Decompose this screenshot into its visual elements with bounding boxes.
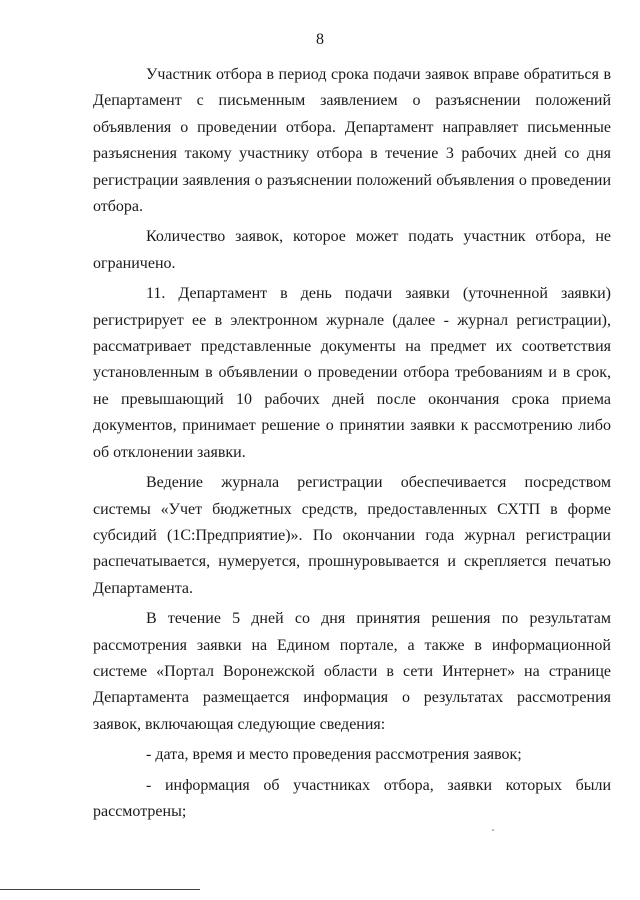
list-item-date-time-place: - дата, время и место проведения рассмотрения заявок; — [146, 746, 522, 764]
bottom-rule — [0, 889, 200, 890]
page-number: 8 — [316, 31, 324, 48]
document-body — [93, 62, 611, 829]
paragraph-registration-journal: Ведение журнала регистрации обеспечивается посредством системы «Учет бюджетных средств, предоставленных СХТП в форме субсидий (1С:Предприятие)». По окончании года журнал регистрации распечатывается, нумеруется, прошнуровывается и скрепляется печатью Департамента. — [93, 474, 611, 597]
paragraph-results-publication: В течение 5 дней со дня принятия решения по результатам рассмотрения заявки на Едином портале, а также в информационной системе «Портал Воронежской области в сети Интернет» на странице Департамента размещается информация о результатах рассмотрения заявок, включающая следующие сведения: — [93, 610, 611, 733]
paragraph-application-count: Количество заявок, которое может подать участник отбора, не ограничено. — [93, 228, 611, 272]
scan-artifact — [492, 829, 494, 831]
paragraph-section-11: 11. Департамент в день подачи заявки (уточненной заявки) регистрирует ее в электронном журнале (далее - журнал регистрации), рассматривает представленные документы на предмет их соответствия установленным в объявлении о проведении отбора требованиям и в срок, не превышающий 10 рабочих дней после окончания срока приема документов, принимает решение о принятии заявки к рассмотрению либо об отклонении заявки. — [93, 285, 611, 461]
list-item-participants-info: - информация об участниках отбора, заявки которых были рассмотрены; — [93, 776, 611, 820]
paragraph-clarification-request: Участник отбора в период срока подачи заявок вправе обратиться в Департамент с письменным заявлением о разъяснении положений объявления о проведении отбора. Департамент направляет письменные разъяснения такому участнику отбора в течение 3 рабочих дней со дня регистрации заявления о разъяснении положений объявления о проведении отбора. — [93, 66, 611, 216]
